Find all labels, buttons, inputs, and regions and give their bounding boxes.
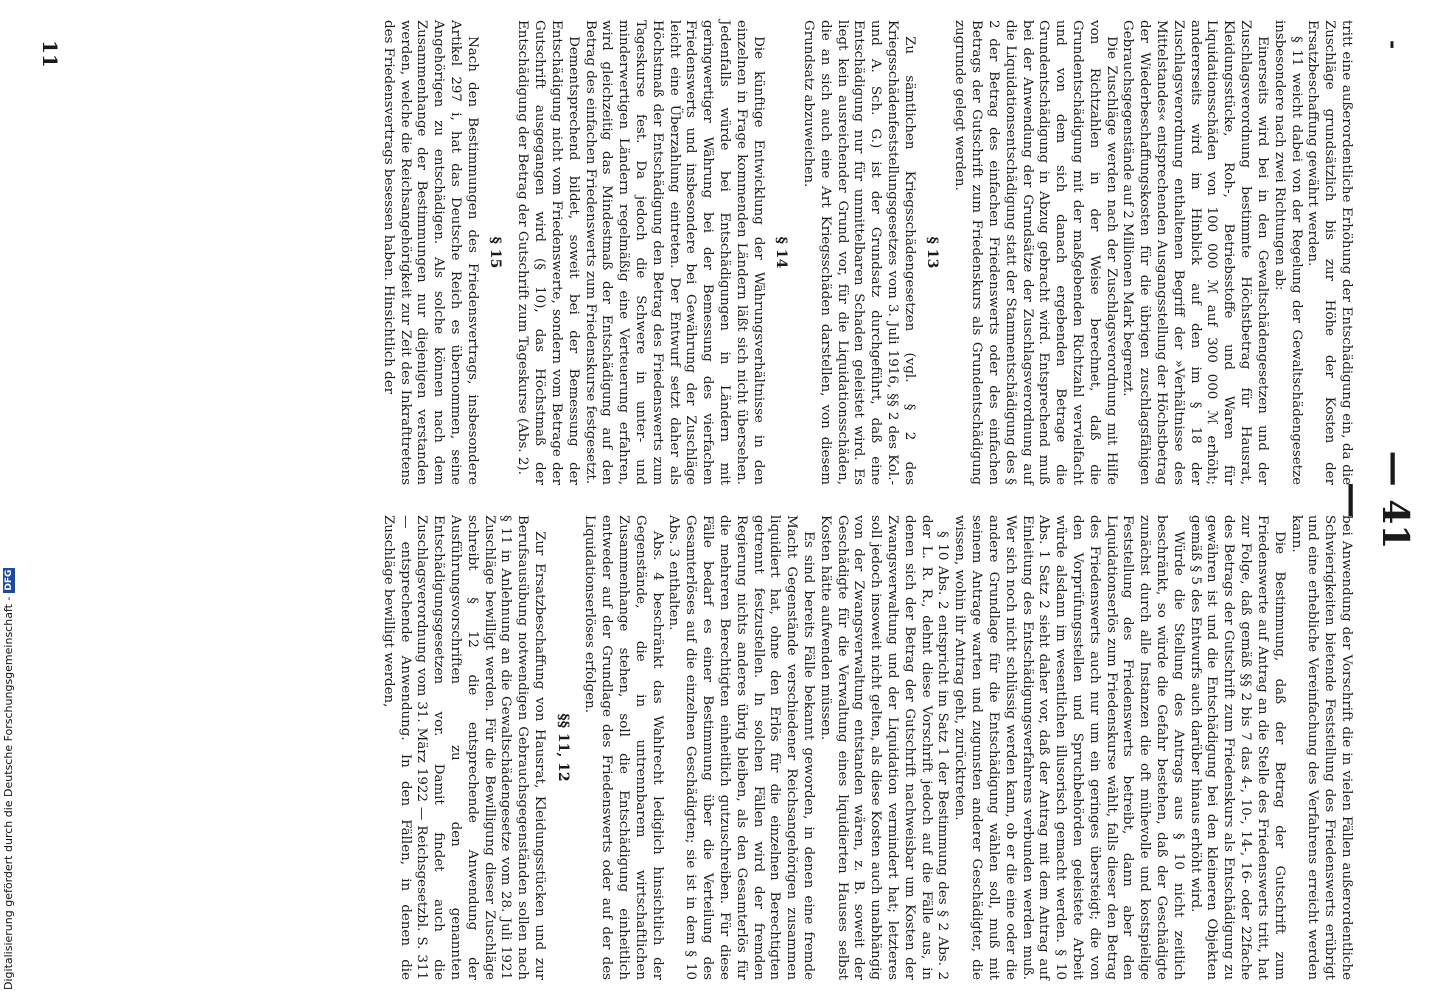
left-column <box>64 20 1354 485</box>
page-number: — 41 — <box>1332 450 1416 550</box>
digitization-credit <box>2 568 15 990</box>
paragraph: Die Bestimmung, daß der Betrag der Gutschrift zum Friedenswerte auf Antrag an die Stelle des Friedenswerts tritt, hat zur Folge, daß gemäß §§ 2 bis 7 das 4-, 10-, 14-, 16- oder 22fache des Betrags der Gutschrift zum Friedenskurs als Entschädigung zu gewähren ist und die Entschädigung bei den kleineren Objekten gemäß § 5 des Entwurfs auch darüber hinaus erhöht wird. <box>1187 515 1287 980</box>
digitization-credit-sidebar <box>0 0 24 1000</box>
section-heading-13: § 13 <box>924 236 941 269</box>
paragraph: Zur Ersatzbeschaffung von Hausrat, Kleidungsstücken und zur Berufsausübung notwendigen Gebrauchsgegenständen sollen nach § 11 in Anlehnung an die Gewaltschädengesetze vom 28. Juli 1921 Zuschläge bewilligt werden. Für die Bewilligung dieser Zuschläge schreibt § 12 die entsprechende Anwendung der Ausführungsvorschriften zu den genannten Entschädigungsgesetzen vor. Damit findet auch die Zuschlagsverordnung vom 31. März 1922 — Reichsgesetzbl. S. 311 — entsprechende Anwendung. In den Fällen, in denen die Zuschläge bewilligt werden, <box>380 515 548 980</box>
section-heading-11-12: §§ 11, 12 <box>554 713 571 782</box>
paragraph: Abs. 4 beschränkt das Wahlrecht lediglich hinsichtlich der Gegenstände, die in untrennbarem wirtschaftlichen Zusammenhange stehen, soll die Entschädigung einheitlich entweder auf der Grundlage des Friedenswerts oder auf der des Liquidationserlöses erfolgen. <box>582 515 665 980</box>
paragraph: tritt eine außerordentliche Erhöhung der Entschädigung ein, da die Zuschläge grundsätzlich bis zur Höhe der Kosten der Ersatzbeschaffung gewährt werden. <box>1305 20 1354 485</box>
paragraph: Zu sämtlichen Kriegsschädengesetzen (vgl. § 2 des Kriegsschädenfeststellungsgesetzes vom 3. Juli 1916, §§ 2 des Kol.- und A. Sch. G.) ist der Grundsatz durchgeführt, daß eine Entschädigung nur für unmittelbaren Schaden geleistet wird. Es liegt kein ausreichender Grund vor, für die Liquidationsschäden, die an sich auch eine Art Kriegsschäden darstellen, von diesem Grundsatz abzuweichen. <box>801 20 917 485</box>
paragraph: Es sind bereits Fälle bekannt geworden, in denen eine fremde Macht Gegenstände verschiedener Reichsangehörigen zusammen liquidiert hat, ohne den Erlös für die einzelnen Berechtigten getrennt festzustellen. In solchen Fällen wird der fremden Regierung nichts anderes übrig bleiben, als den Gesamterlös für die mehreren Berechtigten einheitlich gutzuschreiben. Für diese Fälle bedarf es einer Bestimmung über die Verteilung des Gesamterlöses auf die einzelnen Geschädigten; sie ist in dem § 10 Abs. 3 enthalten. <box>666 515 816 980</box>
document-page <box>30 0 1434 1000</box>
section-heading-14: § 14 <box>773 236 790 269</box>
dfg-logo: DFG <box>3 569 14 591</box>
paragraph: § 11 weicht dabei von der Regelung der Gewaltschädengesetze insbesondere nach zwei Richtungen ab: <box>1271 20 1304 485</box>
paragraph: Die Zuschläge werden nach der Zuschlagsverordnung mit Hilfe von Richtzahlen in der Weise berechnet, daß die Grundentschädigung mit der maßgebenden Richtzahl vervielfacht und von dem sich danach ergebenden Betrage die Grundentschädigung in Abzug gebracht wird. Entsprechend muß bei der Anwendung der Grundsätze der Zuschlagsverordnung auf die Liquidationsentschädigung statt der Stammentschädigung des § 2 der Betrag des einfachen Friedenswerts oder des einfachen Betrags der Gutschrift zum Friedenskurs als Grundentschädigung zugrunde gelegt werden. <box>952 20 1119 485</box>
paragraph: Einerseits wird bei in den Gewaltschädengesetzen und der Zuschlagsverordnung bestimmte Höchstbetrag für Hausrat, Kleidungsstücke, Roh-, Betriebsstoffe und Waren für Liquidationsschäden von 100 000 ℳ auf 300 000 ℳ erhöht; andererseits wird im Hinblick auf den im § 18 der Zuschlagsverordnung enthaltenen Begriff der »Verhältnisse des Mittelstandes« entsprechenden Ausgangsstellung der Höchstbetrag der Wiederbeschaffungskosten für die übrigen zuschlagsfähigen Gebrauchsgegenstände auf 2 Millionen Mark begrenzt. <box>1120 20 1270 485</box>
paragraph: § 10 Abs. 2 entspricht im Satz 1 der Bestimmung des § 2 Abs. 2 der L. R. R., dehnt diese Vorschrift jedoch auf die Fälle aus, in denen sich der Betrag der Gutschrift nachweisbar um Kosten der Zwangsverwaltung und der Liquidation vermindert hat; letzteres soll jedoch insoweit nicht gelten, als diese Kosten auch unabhängig von der Zwangsverwaltung entstanden wären, z. B. soweit der Geschädigte für die Verwaltung eines liquidierten Hauses selbst Kosten hätte aufwenden müssen. <box>817 515 951 980</box>
header-dash: - <box>1380 40 1406 50</box>
section-heading-15: § 15 <box>487 236 504 269</box>
paragraph: Nach den Bestimmungen des Friedensvertrags, insbesondere Artikel 297 i, hat das Deutsche Reich es übernommen, seine Angehörigen zu entschädigen. Als solche können nach dem Zusammenhange der Bestimmungen nur diejenigen verstanden werden, welche die Reichsangehörigkeit zur Zeit des Inkrafttretens des Friedensvertrags besessen haben. Hinsichtlich der <box>380 20 480 485</box>
paragraph: Die künftige Entwicklung der Währungsverhältnisse in den einzelnen in Frage kommenden Ländern läßt sich nicht übersehen. Jedenfalls würde bei Entschädigungen in Ländern mit geringwertiger Währung bei der Bemessung des vierfachen Friedenswerts und insbesondere bei Gewährung der Zuschläge leicht eine Überzahlung eintreten. Der Entwurf setzt daher als Höchstmaß der Entschädigung den Betrag des Friedenswerts zum Tageskurse fest. Da jedoch die Schwere in unter- und minderwertigen Ländern regelmäßig eine Verteuerung erfahren, wird gleichzeitig das Mindestmaß der Entschädigung auf den Betrag des einfachen Friedenswerts zum Friedenskurse festgesetzt. <box>582 20 766 485</box>
right-column <box>64 515 1354 980</box>
credit-text: Digitalisierung gefördert durch die Deutsche Forschungsgemeinschaft - <box>2 596 15 990</box>
paragraph: Würde die Stellung des Antrags aus § 10 nicht zeitlich beschränkt, so würde die Gefahr bestehen, daß der Geschädigte zunächst durch alle Instanzen die oft mühevolle und kostspielige Feststellung des Friedenswerts betreibt, dann aber den Liquidationserlös zum Friedenskurse wählt, falls dieser den Betrag des Friedenswerts auch nur um ein geringes übersteigt; die von den Vorprüfungsstellen und Spruchbehörden geleistete Arbeit würde alsdann im wesentlichen illusorisch gemacht werden. § 10 Abs. 1 Satz 2 sieht daher vor, daß der Antrag mit dem Antrag auf Einleitung des Entschädigungsverfahrens verbunden werden muß. Wer sich noch nicht schlüssig werden kann, ob er die eine oder die andere Grundlage für die Entschädigung wählen soll, muß mit seinem Antrage warten und zugunsten anderer Geschädigter, die wissen, wohin ihr Antrag geht, zurücktreten. <box>952 515 1186 980</box>
printer-signature: 11 <box>38 40 62 68</box>
text-columns <box>64 20 1354 980</box>
paragraph: Dementsprechend bildet, soweit bei der Bemessung der Entschädigung nicht vom Friedenswerte, sondern vom Betrage der Gutschrift ausgegangen wird (§ 10), das Höchstmaß der Entschädigung der Betrag der Gutschrift zum Tageskurse (Abs. 2). <box>515 20 581 485</box>
paragraph: bei Anwendung der Vorschrift die in vielen Fällen außerordentliche Schwierigkeiten bietende Feststellung des Friedenswerts erübrigt und eine erhebliche Vereinfachung des Verfahrens erreicht werden kann. <box>1288 515 1354 980</box>
page-header <box>1332 0 1424 1000</box>
